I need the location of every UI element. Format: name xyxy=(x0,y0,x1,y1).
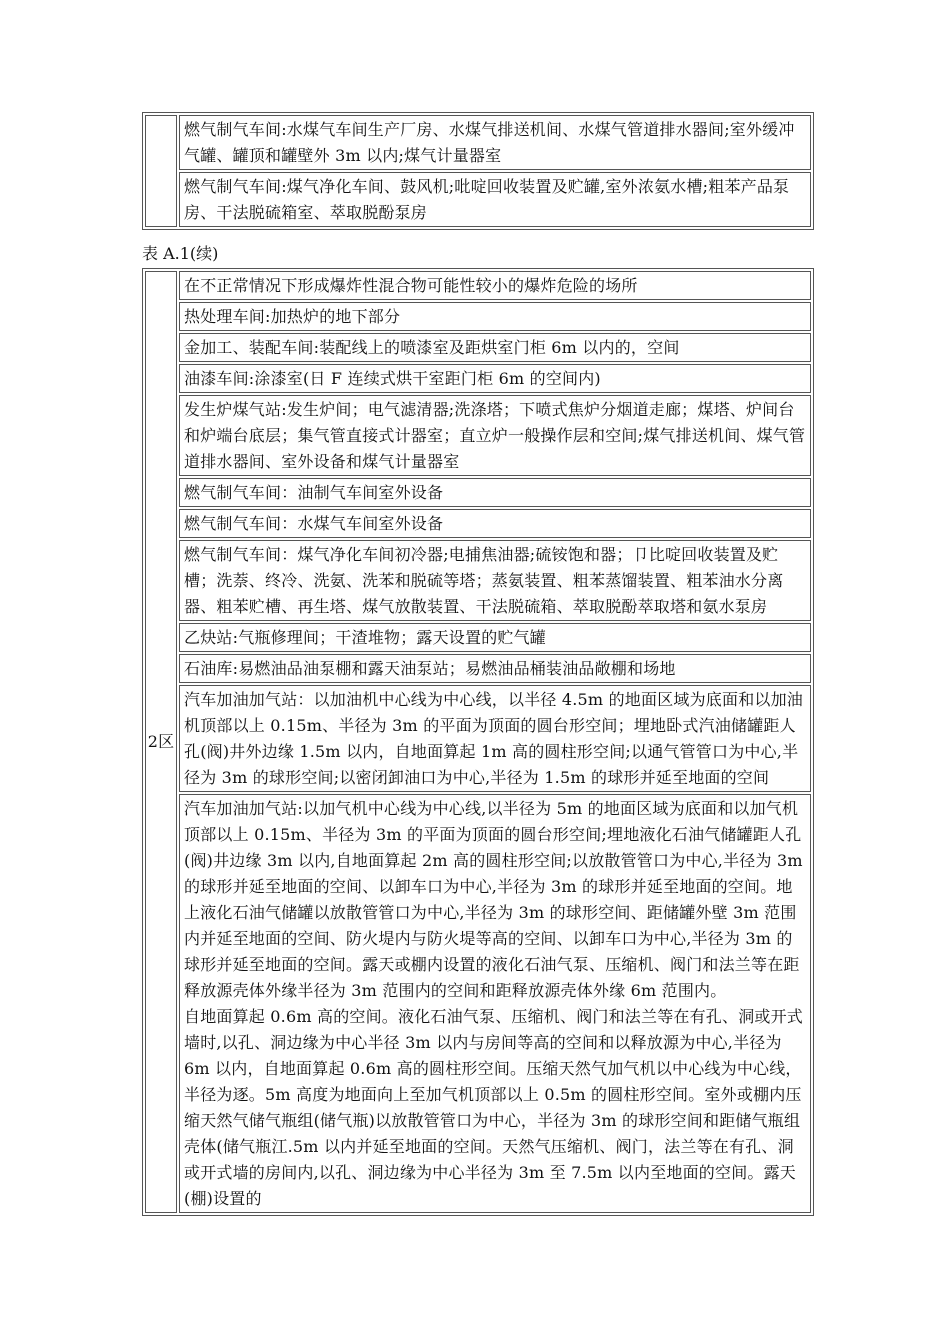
table-cell: 油漆车间:涂漆室(日 F 连续式烘干室距门柜 6m 的空间内) xyxy=(179,364,811,393)
table-row xyxy=(145,623,811,652)
table-cell: 金加工、装配车间:装配线上的喷漆室及距烘室门柜 6m 以内的，空间 xyxy=(179,333,811,362)
table-row xyxy=(145,395,811,476)
table-cell: 汽车加油加气站：以加油机中心线为中心线，以半径 4.5m 的地面区域为底面和以加油机顶部以上 0.15m、半径为 3m 的平面为顶面的圆台形空间；埋地卧式汽油储罐距人孔(阀)井外边缘 1.5m 以内，自地面算起 1m 高的圆柱形空间;以通气管管口为中心,半径为 3m 的球形空间;以密闭卸油口为中心,半径为 1.5m 的球形并延至地面的空间 xyxy=(179,685,811,792)
zone-label: 2区 xyxy=(145,271,177,1213)
table-cell: 燃气制气车间:水煤气车间生产厂房、水煤气排送机间、水煤气管道排水器间;室外缓冲气罐、罐顶和罐壁外 3m 以内;煤气计量器室 xyxy=(179,115,811,170)
table-cell: 燃气制气车间：水煤气车间室外设备 xyxy=(179,509,811,538)
table-row xyxy=(145,540,811,621)
zone-cell-empty xyxy=(145,115,177,227)
table-cell: 燃气制气车间：油制气车间室外设备 xyxy=(179,478,811,507)
hazard-zone-table xyxy=(142,268,814,1216)
table-row xyxy=(145,172,811,227)
table-cell xyxy=(179,794,811,1213)
table-cell: 热处理车间:加热炉的地下部分 xyxy=(179,302,811,331)
table-caption: 表 A.1(续) xyxy=(142,244,219,263)
table-row xyxy=(145,654,811,683)
table-row xyxy=(145,509,811,538)
table-cell: 燃气制气车间：煤气净化车间初冷器;电捕焦油器;硫铵饱和器；卩比啶回收装置及贮槽；洗萘、终冷、洗氨、洗苯和脱硫等塔；蒸氨装置、粗苯蒸馏装置、粗苯油水分离器、粗苯贮槽、再生塔、煤气放散装置、干法脱硫箱、萃取脱酚萃取塔和氨水泵房 xyxy=(179,540,811,621)
table-row xyxy=(145,271,811,300)
paragraph: 自地面算起 0.6m 高的空间。液化石油气泵、压缩机、阀门和法兰等在有孔、洞或开式墙时,以孔、洞边缘为中心半径 3m 以内与房间等高的空间和以释放源为中心,半径为 6m 以内，自地面算起 0.6m 高的圆柱形空间。压缩天然气加气机以中心线为中心线，半径为逐。5m 高度为地面向上至加气机顶部以上 0.5m 的圆柱形空间。室外或棚内压缩天然气储气瓶组(储气瓶)以放散管管口为中心，半径为 3m 的球形空间和距储气瓶组壳体(储气瓶江.5m 以内并延至地面的空间。天然气压缩机、阀门，法兰等在有孔、洞或开式墙的房间内,以孔、洞边缘为中心半径为 3m 至 7.5m 以内至地面的空间。露天(棚)设置的 xyxy=(184,1007,803,1208)
table-row xyxy=(145,302,811,331)
table-row xyxy=(145,333,811,362)
table-cell: 在不正常情况下形成爆炸性混合物可能性较小的爆炸危险的场所 xyxy=(179,271,811,300)
table-row xyxy=(145,685,811,792)
paragraph: 汽车加油加气站:以加气机中心线为中心线,以半径为 5m 的地面区域为底面和以加气机顶部以上 0.15m、半径为 3m 的平面为顶面的圆台形空间;埋地液化石油气储罐距人孔(阀)井边缘 3m 以内,自地面算起 2m 高的圆柱形空间;以放散管管口为中心,半径为 3m 的球形并延至地面的空间、以卸车口为中心,半径为 3m 的球形并延至地面的空间。地上液化石油气储罐以放散管管口为中心,半径为 3m 的球形空间、距储罐外壁 3m 范围内并延至地面的空间、防火堤内与防火堤等高的空间、以卸车口为中心,半径为 3m 的球形并延至地面的空间。露天或棚内设置的液化石油气泵、压缩机、阀门和法兰等在距释放源壳体外缘半径为 3m 范围内的空间和距释放源壳体外缘 6m 范围内。 xyxy=(184,799,803,1000)
table-cell: 石油库:易燃油品油泵棚和露天油泵站；易燃油品桶装油品敞棚和场地 xyxy=(179,654,811,683)
continued-table-top xyxy=(142,112,814,230)
table-cell: 燃气制气车间:煤气净化车间、鼓风机;吡啶回收装置及贮罐,室外浓氨水槽;粗苯产品泵房、干法脱硫箱室、萃取脱酚泵房 xyxy=(179,172,811,227)
table-cell: 发生炉煤气站:发生炉间；电气滤清器;洗涤塔；下喷式焦炉分烟道走廊；煤塔、炉间台和炉端台底层；集气管直接式计器室；直立炉一般操作层和空间;煤气排送机间、煤气管道排水器间、室外设备和煤气计量器室 xyxy=(179,395,811,476)
table-row xyxy=(145,115,811,170)
table-row xyxy=(145,478,811,507)
table-row xyxy=(145,364,811,393)
table-row xyxy=(145,794,811,1213)
table-cell: 乙炔站:气瓶修理间；干渣堆物；露天设置的贮气罐 xyxy=(179,623,811,652)
